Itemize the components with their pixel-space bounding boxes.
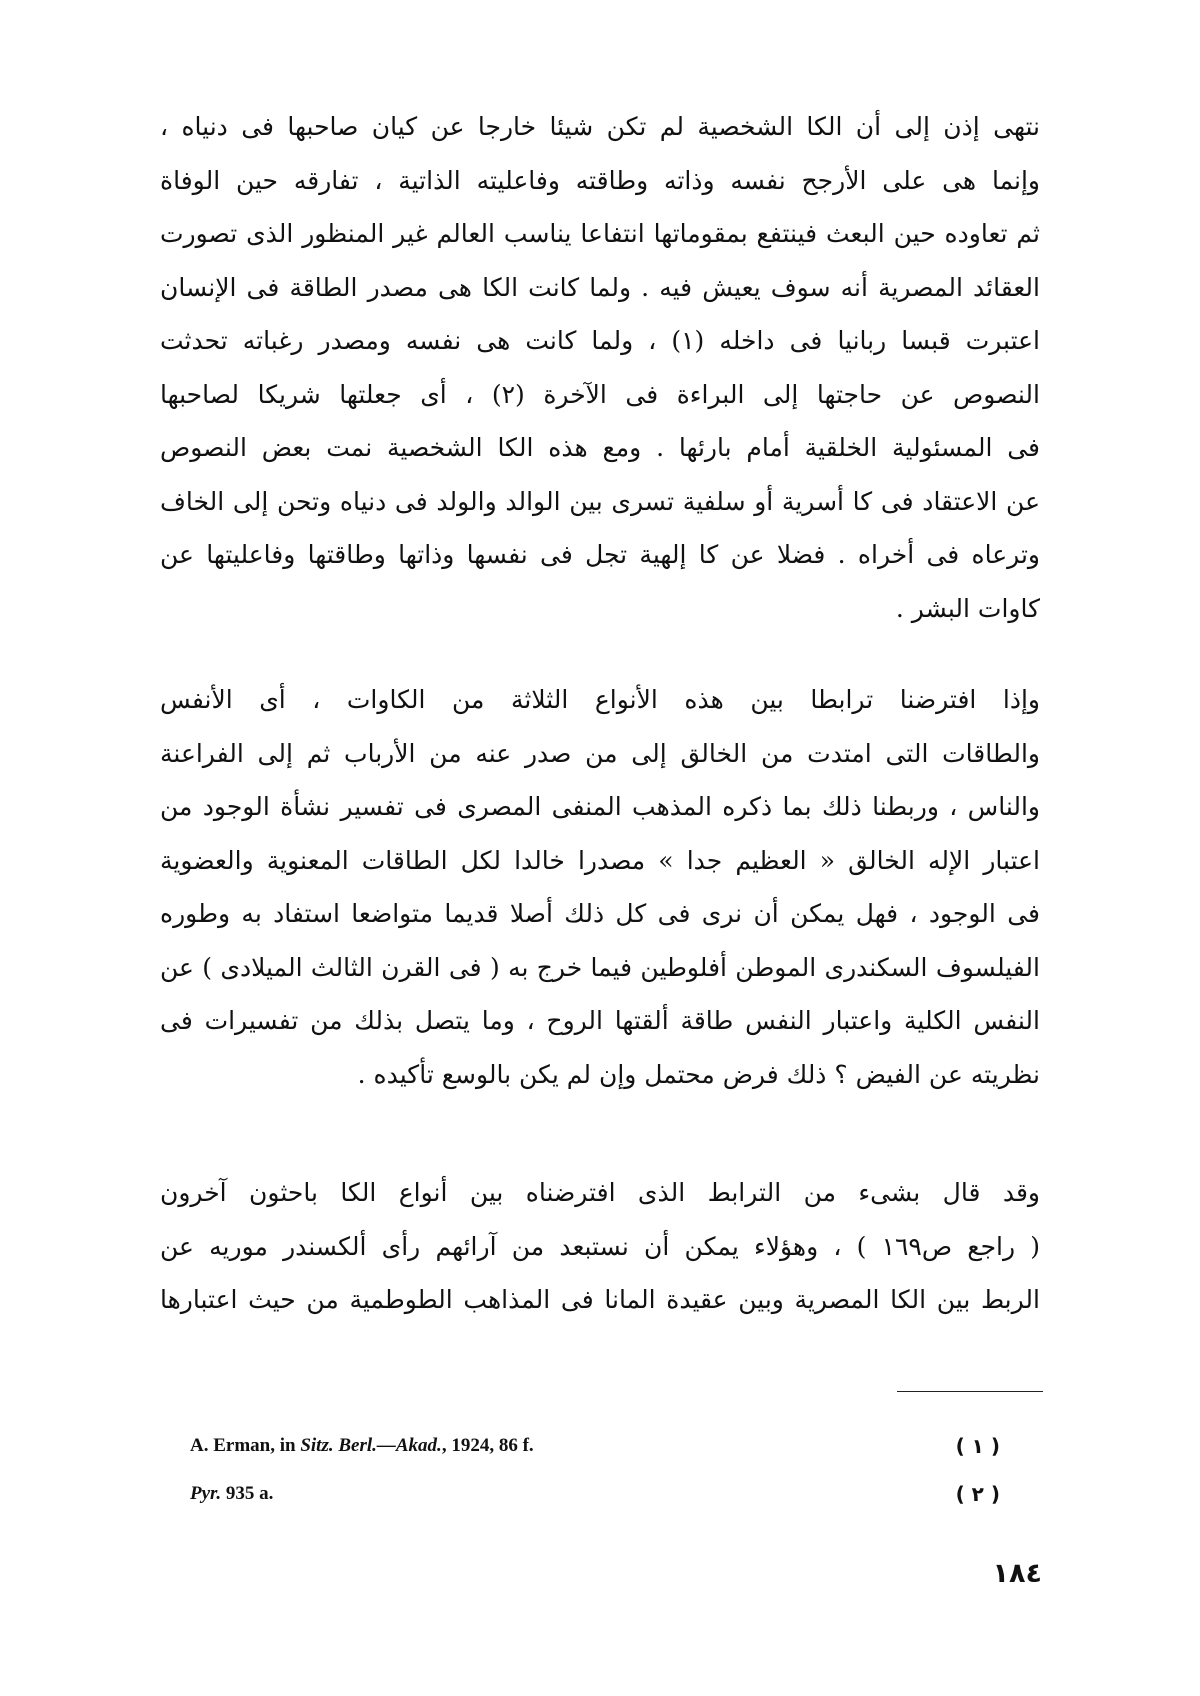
paragraph-2: [160, 673, 1040, 1101]
footnote-number: ( ١ ): [955, 1434, 1000, 1458]
text-line: والطاقات التى امتدت من الخالق إلى من صدر عنه من الأرباب ثم إلى الفراعنة: [160, 738, 1040, 768]
text-line: العقائد المصرية أنه سوف يعيش فيه . ولما كانت الكا هى مصدر الطاقة فى الإنسان: [160, 272, 1040, 302]
text-line: نتهى إذن إلى أن الكا الشخصية لم تكن شيئا خارجا عن كيان صاحبها فى دنياه ،: [160, 112, 1040, 141]
paragraph-1: [160, 100, 1040, 635]
text-line: ثم تعاوده حين البعث فينتفع بمقوماتها انتفاعا يناسب العالم غير المنظور الذى تصورت: [160, 219, 1040, 248]
footnote-1: [190, 1428, 1040, 1464]
text-line: ( راجع ص١٦٩ ) ، وهؤلاء يمكن أن نستبعد من آرائهم رأى ألكسندر موريه عن: [160, 1231, 1040, 1261]
text-line: النفس الكلية واعتبار النفس طاقة ألقتها الروح ، وما يتصل بذلك من تفسيرات فى: [160, 1006, 1040, 1035]
text-line: فى الوجود ، فهل يمكن أن نرى فى كل ذلك أصلا قديما متواضعا استفاد به وطوره: [160, 899, 1040, 928]
footnote-citation: Pyr. 935 a.: [190, 1483, 274, 1504]
text-line: عن الاعتقاد فى كا أسرية أو سلفية تسرى بين الوالد والولد فى دنياه وتحن إلى الخاف: [160, 486, 1040, 516]
footnote-2: [190, 1476, 1040, 1512]
text-line: اعتبرت قبسا ربانيا فى داخله (١) ، ولما كانت هى نفسه ومصدر رغباته تحدثت: [160, 326, 1040, 355]
text-line: والناس ، وربطنا ذلك بما ذكره المذهب المنفى المصرى فى تفسير نشأة الوجود من: [160, 792, 1040, 821]
text-line: نظريته عن الفيض ؟ ذلك فرض محتمل وإن لم يكن بالوسع تأكيده .: [357, 1059, 1040, 1089]
paragraph-3: [160, 1166, 1040, 1327]
text-line: الفيلسوف السكندرى الموطن أفلوطين فيما خرج به ( فى القرن الثالث الميلادى ) عن: [160, 952, 1040, 982]
text-line: وإنما هى على الأرجح نفسه وذاته وطاقته وفاعليته الذاتية ، تفارقه حين الوفاة: [160, 165, 1040, 195]
text-line: كاوات البشر .: [895, 593, 1040, 623]
text-line: النصوص عن حاجتها إلى البراءة فى الآخرة (٢) ، أى جعلتها شريكا لصاحبها: [160, 379, 1040, 409]
text-line: الربط بين الكا المصرية وبين عقيدة المانا فى المذاهب الطوطمية من حيث اعتبارها: [160, 1285, 1040, 1314]
page-number: ١٨٤: [992, 1558, 1042, 1589]
footnote-divider: [897, 1391, 1043, 1392]
text-line: وترعاه فى أخراه . فضلا عن كا إلهية تجل فى نفسها وذاتها وطاقتها وفاعليتها عن: [160, 540, 1040, 569]
text-line: وقد قال بشىء من الترابط الذى افترضناه بين أنواع الكا باحثون آخرون: [160, 1178, 1040, 1207]
text-line: وإذا افترضنا ترابطا بين هذه الأنواع الثلاثة من الكاوات ، أى الأنفس: [160, 685, 1040, 714]
footnote-number: ( ٢ ): [955, 1482, 1000, 1506]
footnote-citation: A. Erman, in Sitz. Berl.—Akad., 1924, 86 f.: [190, 1435, 534, 1456]
text-line: فى المسئولية الخلقية أمام بارئها . ومع هذه الكا الشخصية نمت بعض النصوص: [160, 433, 1040, 462]
text-line: اعتبار الإله الخالق « العظيم جدا » مصدرا خالدا لكل الطاقات المعنوية والعضوية: [160, 845, 1040, 875]
